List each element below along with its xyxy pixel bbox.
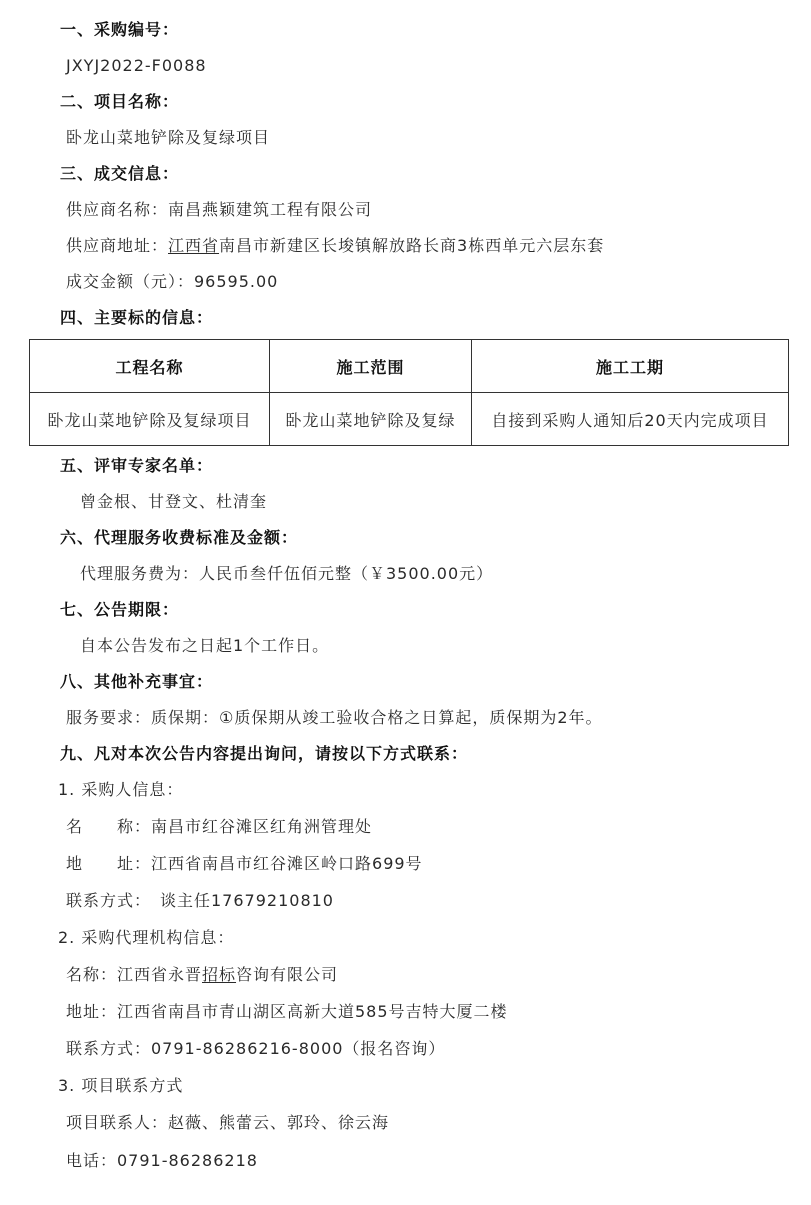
notice-period: 自本公告发布之日起1个工作日。: [80, 636, 330, 655]
section-heading-deal-info: 三、成交信息：: [60, 164, 180, 183]
section-heading-contact: 九、凡对本次公告内容提出询问，请按以下方式联系：: [60, 744, 469, 763]
agency-fee: 代理服务费为：人民币叁仟伍佰元整（￥3500.00元）: [80, 564, 494, 583]
main-items-table: [29, 339, 789, 446]
supplier-name: 供应商名称：南昌燕颖建筑工程有限公司: [66, 200, 373, 219]
buyer-name-value: 南昌市红谷滩区红角洲管理处: [151, 817, 373, 836]
section-heading-other-matters: 八、其他补充事宜：: [60, 672, 214, 691]
buyer-address-value: 江西省南昌市红谷滩区岭口路699号: [151, 854, 423, 873]
table-cell-scope: 卧龙山菜地铲除及复绿: [270, 393, 472, 446]
buyer-address: [66, 854, 423, 874]
table-cell-period: 自接到采购人通知后20天内完成项目: [472, 393, 789, 446]
agency-info-title: 2. 采购代理机构信息：: [58, 928, 235, 947]
table-header-row: [30, 340, 789, 393]
agency-contact: 联系方式：0791-86286216-8000（报名咨询）: [66, 1039, 446, 1058]
table-header-scope: 施工范围: [270, 340, 472, 393]
section-heading-procurement-number: 一、采购编号：: [60, 20, 180, 39]
supplier-address: [66, 236, 604, 256]
project-name: 卧龙山菜地铲除及复绿项目: [66, 128, 271, 147]
section-heading-agency-fee: 六、代理服务收费标准及金额：: [60, 528, 299, 547]
agency-address: 地址：江西省南昌市青山湖区高新大道585号吉特大厦二楼: [66, 1002, 508, 1021]
table-cell-project: 卧龙山菜地铲除及复绿项目: [30, 393, 270, 446]
section-heading-notice-period: 七、公告期限：: [60, 600, 180, 619]
supplier-address-label: 供应商地址：: [66, 236, 169, 255]
deal-amount: 成交金额（元）：96595.00: [66, 272, 279, 291]
section-heading-experts: 五、评审专家名单：: [60, 456, 214, 475]
procurement-number: JXYJ2022-F0088: [66, 56, 207, 75]
project-contact-phone: 电话：0791-86286218: [66, 1151, 258, 1170]
section-heading-project-name: 二、项目名称：: [60, 92, 180, 111]
project-contact-persons: 项目联系人：赵薇、熊蕾云、郭玲、徐云海: [66, 1113, 390, 1132]
agency-name-tender-link[interactable]: 招标: [202, 965, 237, 984]
section-heading-main-items: 四、主要标的信息：: [60, 308, 214, 327]
expert-list: 曾金根、甘登文、杜清奎: [80, 492, 268, 511]
table-header-period: 施工工期: [472, 340, 789, 393]
supplier-address-province-link[interactable]: 江西省: [168, 236, 220, 255]
buyer-address-label: 地 址：: [66, 854, 152, 873]
service-requirements: 服务要求：质保期：①质保期从竣工验收合格之日算起，质保期为2年。: [66, 708, 603, 727]
buyer-name-label: 名 称：: [66, 817, 152, 836]
table-row: [30, 393, 789, 446]
agency-name-suffix: 咨询有限公司: [236, 965, 339, 984]
buyer-info-title: 1. 采购人信息：: [58, 780, 184, 799]
agency-name: [66, 965, 338, 985]
agency-name-prefix: 名称：江西省永晋: [66, 965, 203, 984]
supplier-address-rest: 南昌市新建区长埈镇解放路长商3栋西单元六层东套: [219, 236, 605, 255]
project-contact-title: 3. 项目联系方式: [58, 1076, 184, 1095]
buyer-name: [66, 817, 372, 837]
table-header-project: 工程名称: [30, 340, 270, 393]
buyer-contact: 联系方式： 谈主任17679210810: [66, 891, 334, 910]
